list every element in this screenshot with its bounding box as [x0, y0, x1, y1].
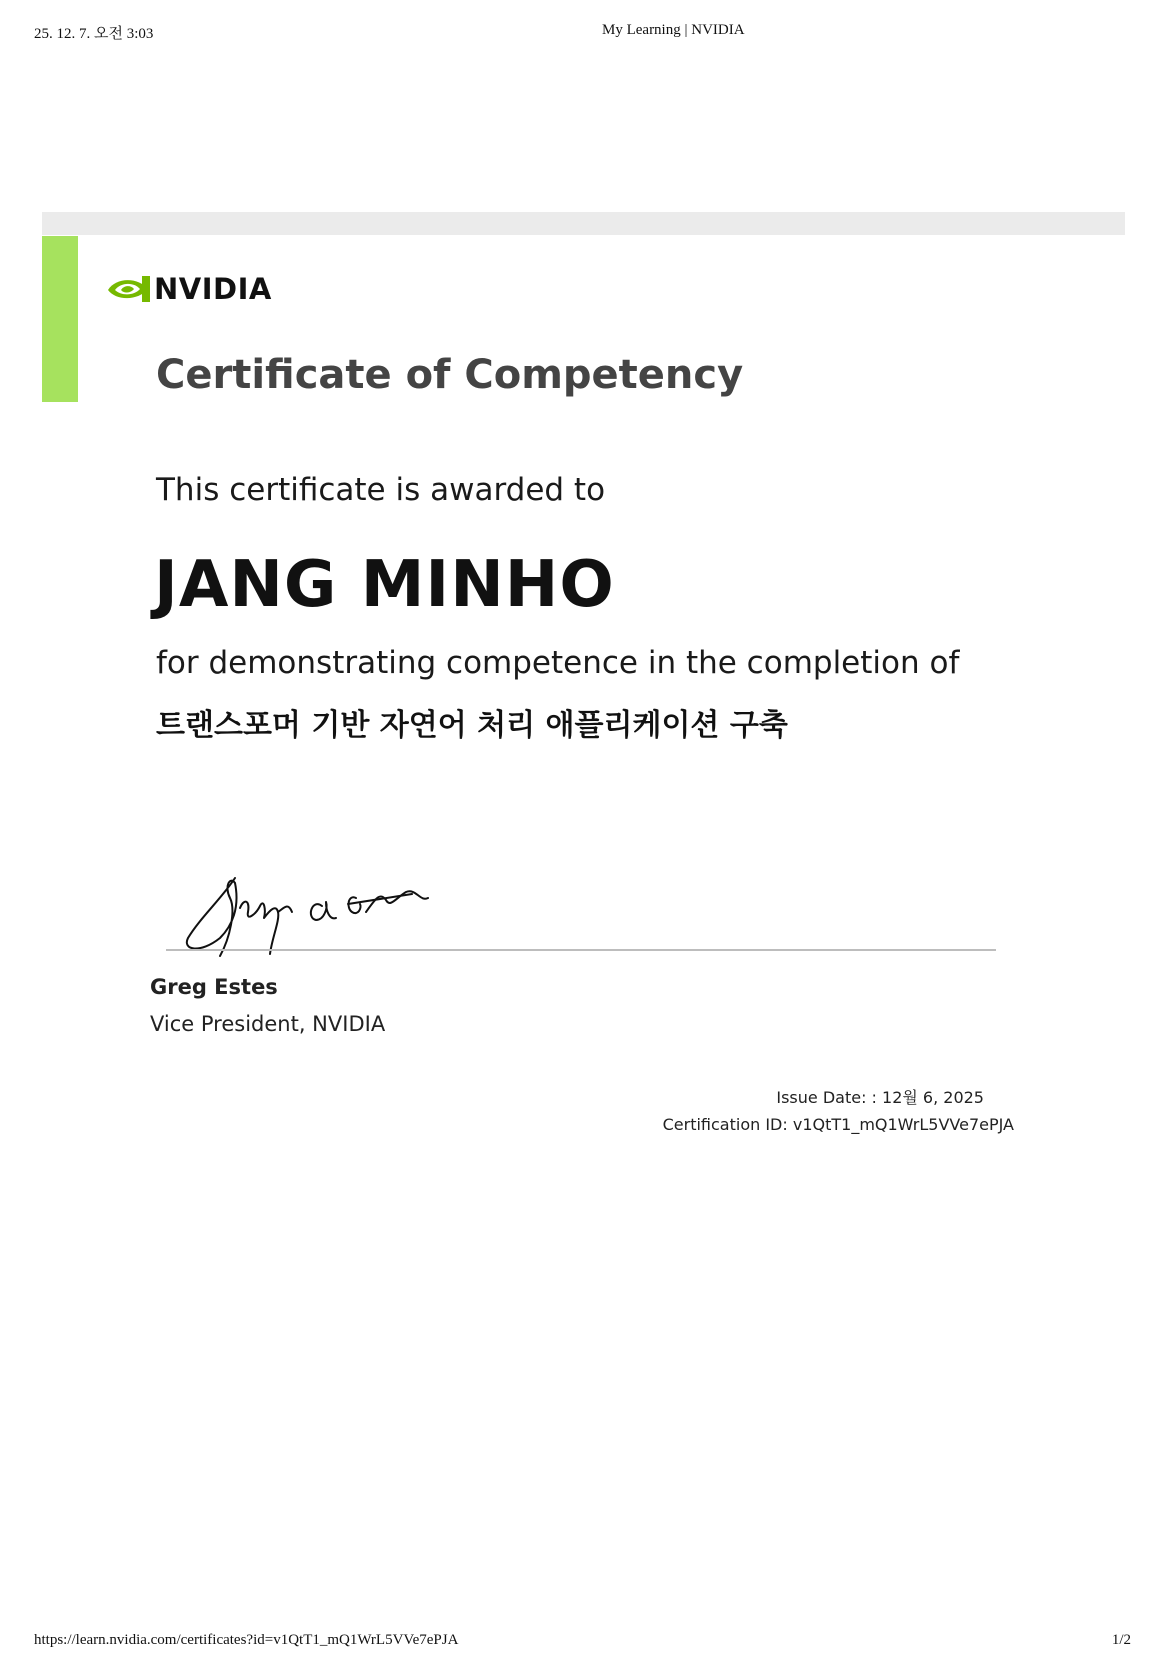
certificate-accent-bar — [42, 236, 78, 402]
issue-date: Issue Date: : 12월 6, 2025 — [776, 1088, 984, 1107]
certificate-title: Certificate of Competency — [156, 352, 744, 398]
print-footer-url: https://learn.nvidia.com/certificates?id=v1QtT1_mQ1WrL5VVe7ePJA — [34, 1632, 459, 1648]
recipient-name: JANG MINHO — [154, 548, 615, 622]
certification-id: Certification ID: v1QtT1_mQ1WrL5VVe7ePJA — [662, 1115, 1014, 1134]
nvidia-wordmark: NVIDIA — [154, 271, 272, 306]
signer-name: Greg Estes — [150, 975, 278, 999]
course-name: 트랜스포머 기반 자연어 처리 애플리케이션 구축 — [156, 708, 788, 743]
print-header-page-title: My Learning | NVIDIA — [602, 22, 745, 38]
print-header-datetime: 25. 12. 7. 오전 3:03 — [34, 26, 154, 42]
nvidia-logo — [106, 271, 272, 306]
print-footer-page-number: 1/2 — [1111, 1632, 1131, 1648]
signer-title: Vice President, NVIDIA — [150, 1012, 386, 1036]
nvidia-eye-icon — [106, 274, 150, 304]
signature-image — [180, 868, 440, 962]
certificate-top-bar — [42, 212, 1125, 235]
awarded-to-text: This certificate is awarded to — [156, 472, 606, 508]
competence-text: for demonstrating competence in the completion of — [156, 645, 960, 681]
signature-line — [166, 949, 996, 951]
